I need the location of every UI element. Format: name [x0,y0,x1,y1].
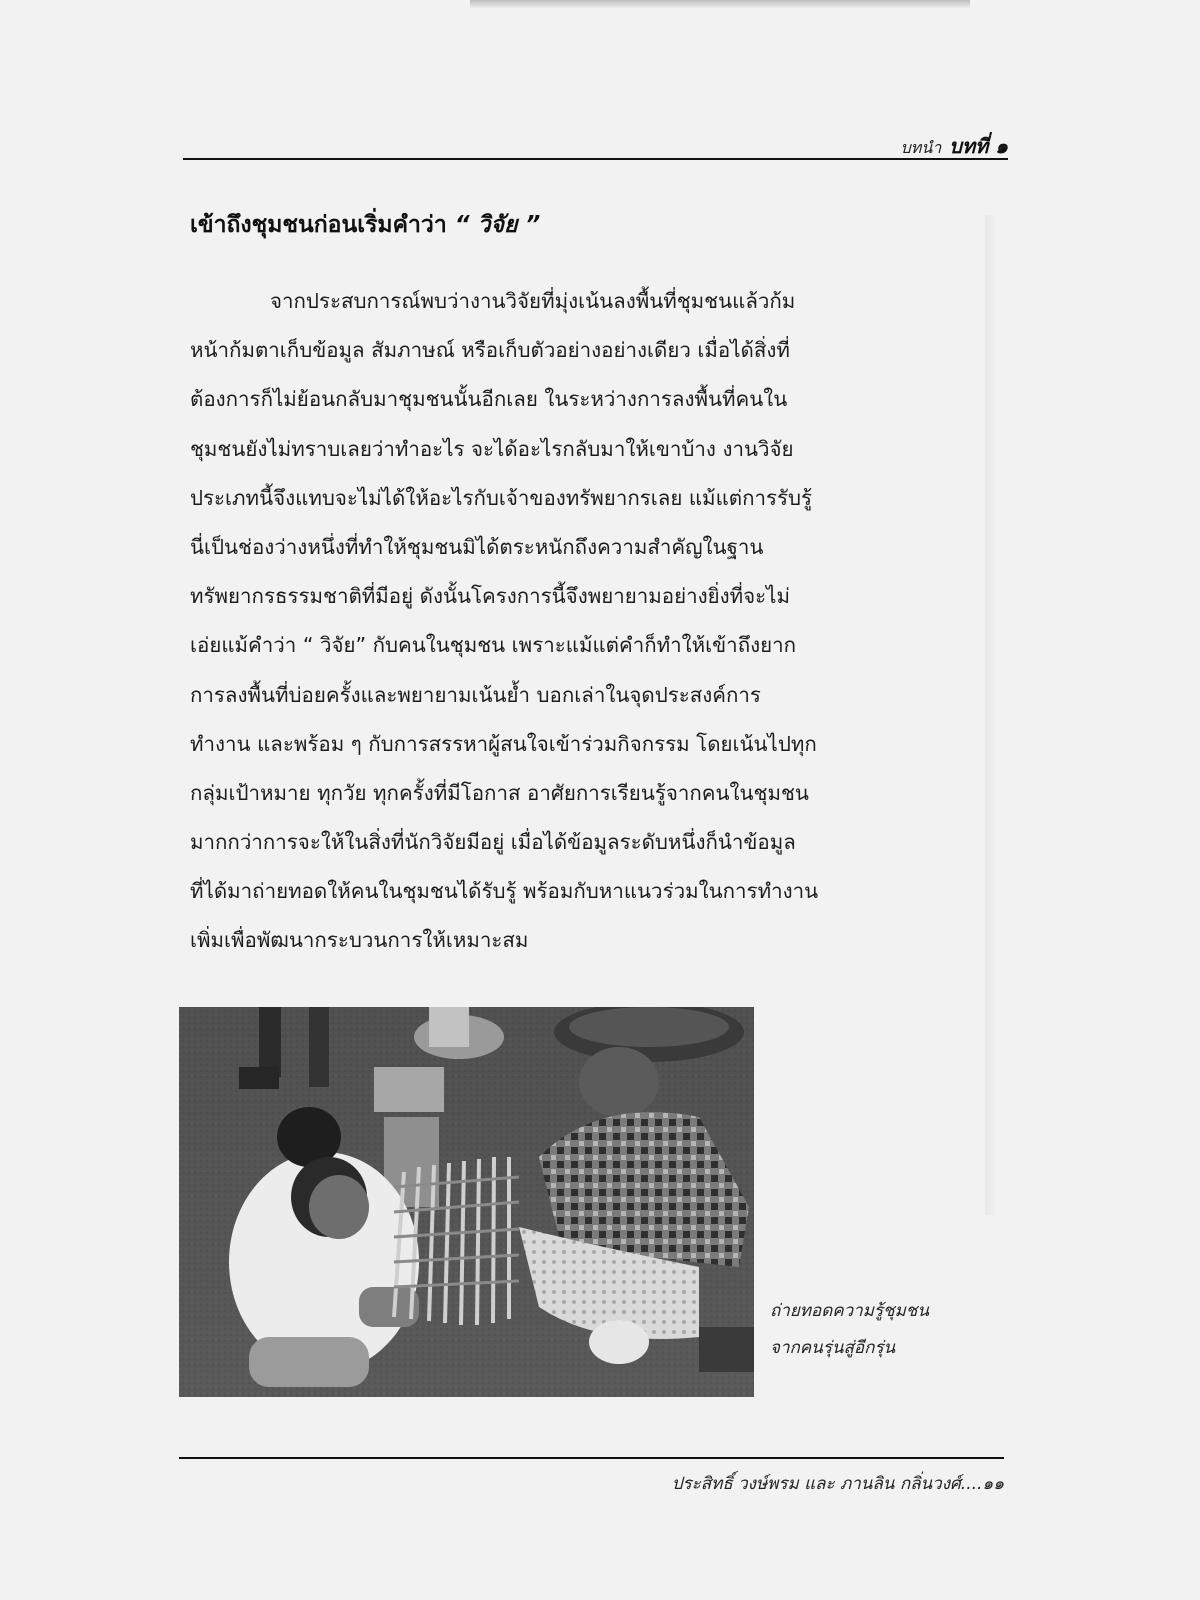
paragraph-line: ที่ได้มาถ่ายทอดให้คนในชุมชนได้รับรู้ พร้อมกับหาแนวร่วมในการทำงาน [190,879,819,904]
paragraph-line: การลงพื้นที่บ่อยครั้งและพยายามเน้นย้ำ บอกเล่าในจุดประสงค์การ [190,682,761,707]
paragraph-line: มากกว่าการจะให้ในสิ่งที่นักวิจัยมีอยู่ เมื่อได้ข้อมูลระดับหนึ่งก็นำข้อมูล [190,830,796,855]
paragraph-line: ประเภทนี้จึงแทบจะไม่ได้ให้อะไรกับเจ้าของทรัพยากรเลย แม้แต่การรับรู้ [190,485,813,510]
photo-illustration [179,1007,754,1397]
paragraph-line: ต้องการก็ไม่ย้อนกลับมาชุมชนนั้นอีกเลย ในระหว่างการลงพื้นที่คนใน [190,387,788,412]
paragraph-line: นี่เป็นช่องว่างหนึ่งที่ทำให้ชุมชนมิได้ตระหนักถึงความสำคัญในฐาน [190,534,764,559]
page-footer: ประสิทธิ์ วงษ์พรม และ ภานลิน กลิ่นวงศ์....๑๑ [671,1474,1004,1494]
paragraph-line: หน้าก้มตาเก็บข้อมูล สัมภาษณ์ หรือเก็บตัวอย่างอย่างเดียว เมื่อได้สิ่งที่ [190,338,790,363]
paragraph-line: กลุ่มเป้าหมาย ทุกวัย ทุกครั้งที่มีโอกาส อาศัยการเรียนรู้จากคนในชุมชน [190,780,809,805]
header-rule [183,158,1008,160]
section-heading-quoted: “ วิจัย ” [454,212,541,238]
body-paragraph [190,277,990,966]
photo-caption [770,1293,1000,1367]
paragraph-line: เอ่ยแม้คำว่า “ วิจัย” กับคนในชุมชน เพราะแม้แต่คำก็ทำให้เข้าถึงยาก [190,633,797,658]
header-chapter-label: บทที่ ๑ [949,134,1008,158]
paragraph-line: ทำงาน และพร้อม ๆ กับการสรรหาผู้สนใจเข้าร่วมกิจกรรม โดยเน้นไปทุก [190,731,817,756]
caption-line: จากคนรุ่นสู่อีกรุ่น [770,1338,896,1358]
scan-bleed-top [470,0,970,8]
paragraph-line: ชุมชนยังไม่ทราบเลยว่าทำอะไร จะได้อะไรกลับมาให้เขาบ้าง งานวิจัย [190,436,794,461]
section-heading-main: เข้าถึงชุมชนก่อนเริ่มคำว่า [190,212,447,238]
caption-line: ถ่ายทอดความรู้ชุมชน [770,1301,929,1321]
paragraph-line: เพิ่มเพื่อพัฒนากระบวนการให้เหมาะสม [190,928,529,953]
paragraph-line: จากประสบการณ์พบว่างานวิจัยที่มุ่งเน้นลงพื้นที่ชุมชนแล้วก้ม [270,289,796,313]
running-header [183,130,1008,158]
community-photo [179,1007,754,1397]
header-section-label: บทนำ [900,138,942,157]
section-heading [190,207,540,243]
footer-rule [179,1457,1004,1459]
paragraph-line: ทรัพยากรธรรมชาติที่มีอยู่ ดังนั้นโครงการนี้จึงพยายามอย่างยิ่งที่จะไม่ [190,584,790,609]
